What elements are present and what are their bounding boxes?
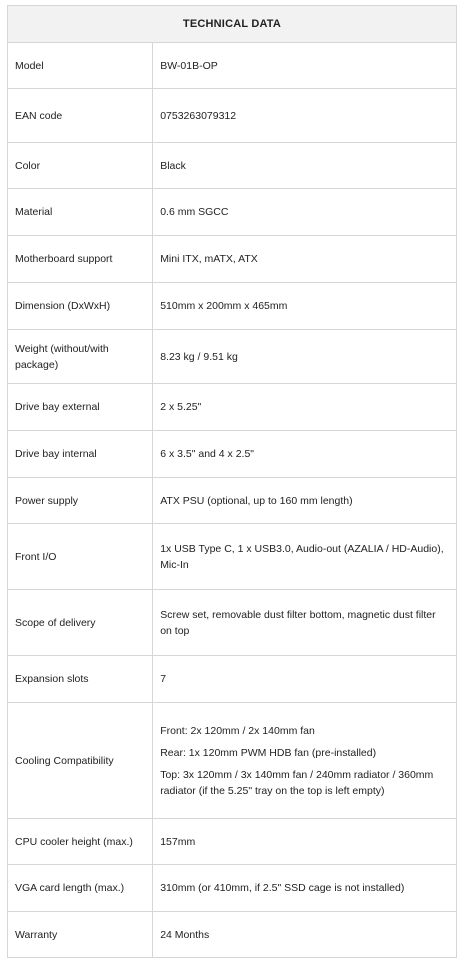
row-value: 510mm x 200mm x 465mm [153, 283, 457, 330]
row-label: Material [8, 189, 153, 236]
row-value: 0.6 mm SGCC [153, 189, 457, 236]
row-label: Motherboard support [8, 236, 153, 283]
row-label: Drive bay external [8, 384, 153, 431]
table-row-warranty [8, 912, 457, 958]
row-value [153, 703, 457, 819]
table-row-model [8, 43, 457, 89]
row-label: Power supply [8, 478, 153, 524]
row-value: 1x USB Type C, 1 x USB3.0, Audio-out (AZALIA / HD-Audio), Mic-In [153, 524, 457, 590]
row-label: Expansion slots [8, 656, 153, 703]
table-row-scope-of-delivery [8, 590, 457, 656]
table-title: TECHNICAL DATA [8, 6, 457, 43]
row-label: EAN code [8, 89, 153, 143]
row-value: 310mm (or 410mm, if 2.5" SSD cage is not installed) [153, 865, 457, 912]
row-value: Black [153, 143, 457, 189]
row-label: Model [8, 43, 153, 89]
table-row-cooling-compatibility [8, 703, 457, 819]
row-value: Screw set, removable dust filter bottom, magnetic dust filter on top [153, 590, 457, 656]
table-row-expansion-slots [8, 656, 457, 703]
row-label: CPU cooler height (max.) [8, 819, 153, 865]
technical-data-table [7, 5, 457, 958]
row-value: 157mm [153, 819, 457, 865]
row-label: Scope of delivery [8, 590, 153, 656]
row-value: BW-01B-OP [153, 43, 457, 89]
table-header-row [8, 6, 457, 43]
row-value: 6 x 3.5" and 4 x 2.5" [153, 431, 457, 478]
table-row-motherboard-support [8, 236, 457, 283]
row-label: Front I/O [8, 524, 153, 590]
row-label: Drive bay internal [8, 431, 153, 478]
row-label: Dimension (DxWxH) [8, 283, 153, 330]
row-value: 2 x 5.25" [153, 384, 457, 431]
table-row-color [8, 143, 457, 189]
row-value: 8.23 kg / 9.51 kg [153, 330, 457, 384]
row-value: ATX PSU (optional, up to 160 mm length) [153, 478, 457, 524]
row-value: 24 Months [153, 912, 457, 958]
row-value: 7 [153, 656, 457, 703]
table-row-material [8, 189, 457, 236]
row-value: 0753263079312 [153, 89, 457, 143]
table-row-weight [8, 330, 457, 384]
table-row-vga-card-length [8, 865, 457, 912]
table-row-drive-bay-internal [8, 431, 457, 478]
row-label: Cooling Compatibility [8, 703, 153, 819]
cooling-line-rear: Rear: 1x 120mm PWM HDB fan (pre-installed) [160, 746, 377, 759]
row-label: Weight (without/with package) [8, 330, 153, 384]
cooling-line-top: Top: 3x 120mm / 3x 140mm fan / 240mm radiator / 360mm radiator (if the 5.25" tray on the top is left empty) [160, 768, 434, 797]
table-row-ean-code [8, 89, 457, 143]
row-value: Mini ITX, mATX, ATX [153, 236, 457, 283]
row-label: VGA card length (max.) [8, 865, 153, 912]
row-label: Warranty [8, 912, 153, 958]
table-row-power-supply [8, 478, 457, 524]
table-row-cpu-cooler-height [8, 819, 457, 865]
table-row-dimension [8, 283, 457, 330]
cooling-line-front: Front: 2x 120mm / 2x 140mm fan [160, 724, 315, 737]
table-row-drive-bay-external [8, 384, 457, 431]
table-row-front-io [8, 524, 457, 590]
row-label: Color [8, 143, 153, 189]
